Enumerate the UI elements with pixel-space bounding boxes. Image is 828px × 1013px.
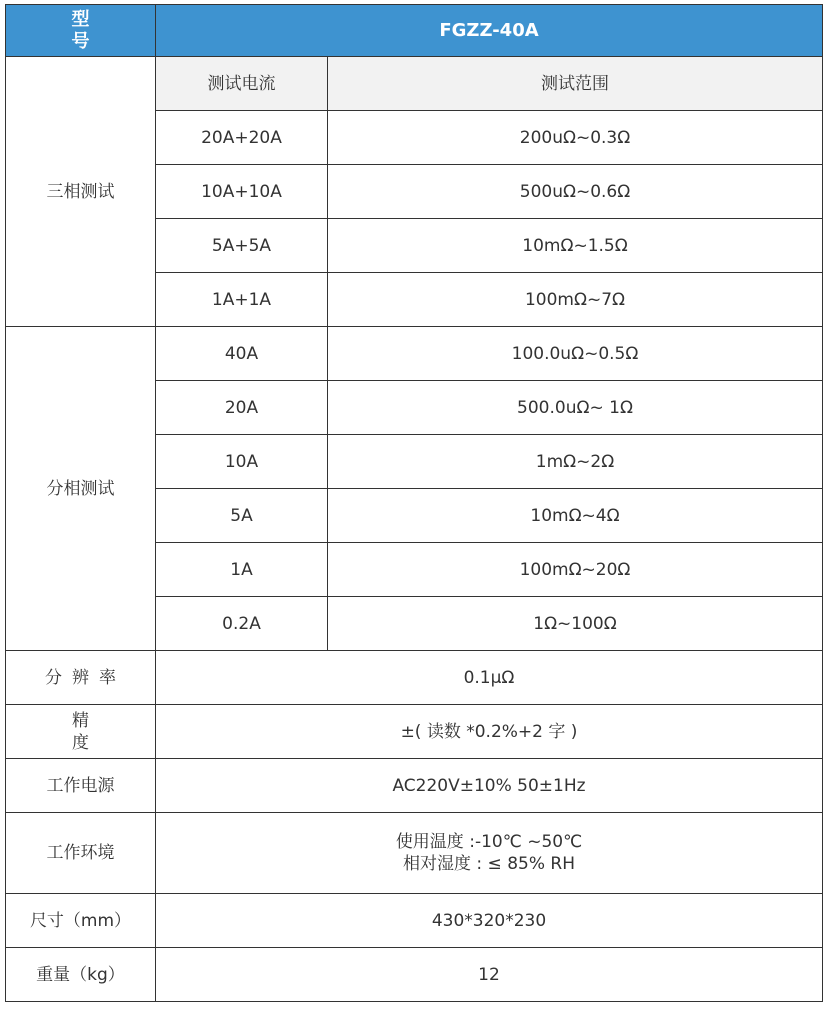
header-row xyxy=(6,5,823,57)
split-phase-label: 分相测试 xyxy=(6,327,156,651)
power-row xyxy=(6,759,823,813)
current-cell: 0.2A xyxy=(156,597,328,651)
table-row xyxy=(6,327,823,381)
power-value: AC220V±10% 50±1Hz xyxy=(156,759,823,813)
environment-temperature: 使用温度 :-10℃ ~50℃ xyxy=(395,832,583,852)
accuracy-label: 精度 xyxy=(6,705,156,759)
range-column-header: 测试范围 xyxy=(328,57,823,111)
subheader-row xyxy=(6,57,823,111)
spec-table xyxy=(5,4,823,1002)
current-cell: 10A xyxy=(156,435,328,489)
range-cell: 1Ω~100Ω xyxy=(328,597,823,651)
range-cell: 10mΩ~4Ω xyxy=(328,489,823,543)
range-cell: 10mΩ~1.5Ω xyxy=(328,219,823,273)
current-cell: 10A+10A xyxy=(156,165,328,219)
size-row xyxy=(6,894,823,948)
range-cell: 500.0uΩ~ 1Ω xyxy=(328,381,823,435)
current-cell: 1A+1A xyxy=(156,273,328,327)
environment-humidity: 相对湿度 : ≤ 85% RH xyxy=(403,854,575,874)
current-cell: 20A xyxy=(156,381,328,435)
weight-value: 12 xyxy=(156,948,823,1002)
size-label: 尺寸（mm） xyxy=(6,894,156,948)
weight-row xyxy=(6,948,823,1002)
resolution-value: 0.1μΩ xyxy=(156,651,823,705)
range-cell: 500uΩ~0.6Ω xyxy=(328,165,823,219)
current-cell: 5A xyxy=(156,489,328,543)
range-cell: 100mΩ~20Ω xyxy=(328,543,823,597)
current-column-header: 测试电流 xyxy=(156,57,328,111)
model-value: FGZZ-40A xyxy=(156,5,823,57)
range-cell: 200uΩ~0.3Ω xyxy=(328,111,823,165)
three-phase-label: 三相测试 xyxy=(6,57,156,327)
range-cell: 1mΩ~2Ω xyxy=(328,435,823,489)
resolution-label: 分辨率 xyxy=(6,651,156,705)
range-cell: 100mΩ~7Ω xyxy=(328,273,823,327)
size-value: 430*320*230 xyxy=(156,894,823,948)
weight-label: 重量（kg） xyxy=(6,948,156,1002)
accuracy-value: ±( 读数 *0.2%+2 字 ) xyxy=(156,705,823,759)
current-cell: 20A+20A xyxy=(156,111,328,165)
model-label: 型 号 xyxy=(6,5,156,57)
range-cell: 100.0uΩ~0.5Ω xyxy=(328,327,823,381)
environment-row xyxy=(6,813,823,894)
accuracy-row xyxy=(6,705,823,759)
current-cell: 1A xyxy=(156,543,328,597)
power-label: 工作电源 xyxy=(6,759,156,813)
environment-value xyxy=(156,813,823,894)
environment-label: 工作环境 xyxy=(6,813,156,894)
current-cell: 5A+5A xyxy=(156,219,328,273)
resolution-row xyxy=(6,651,823,705)
current-cell: 40A xyxy=(156,327,328,381)
